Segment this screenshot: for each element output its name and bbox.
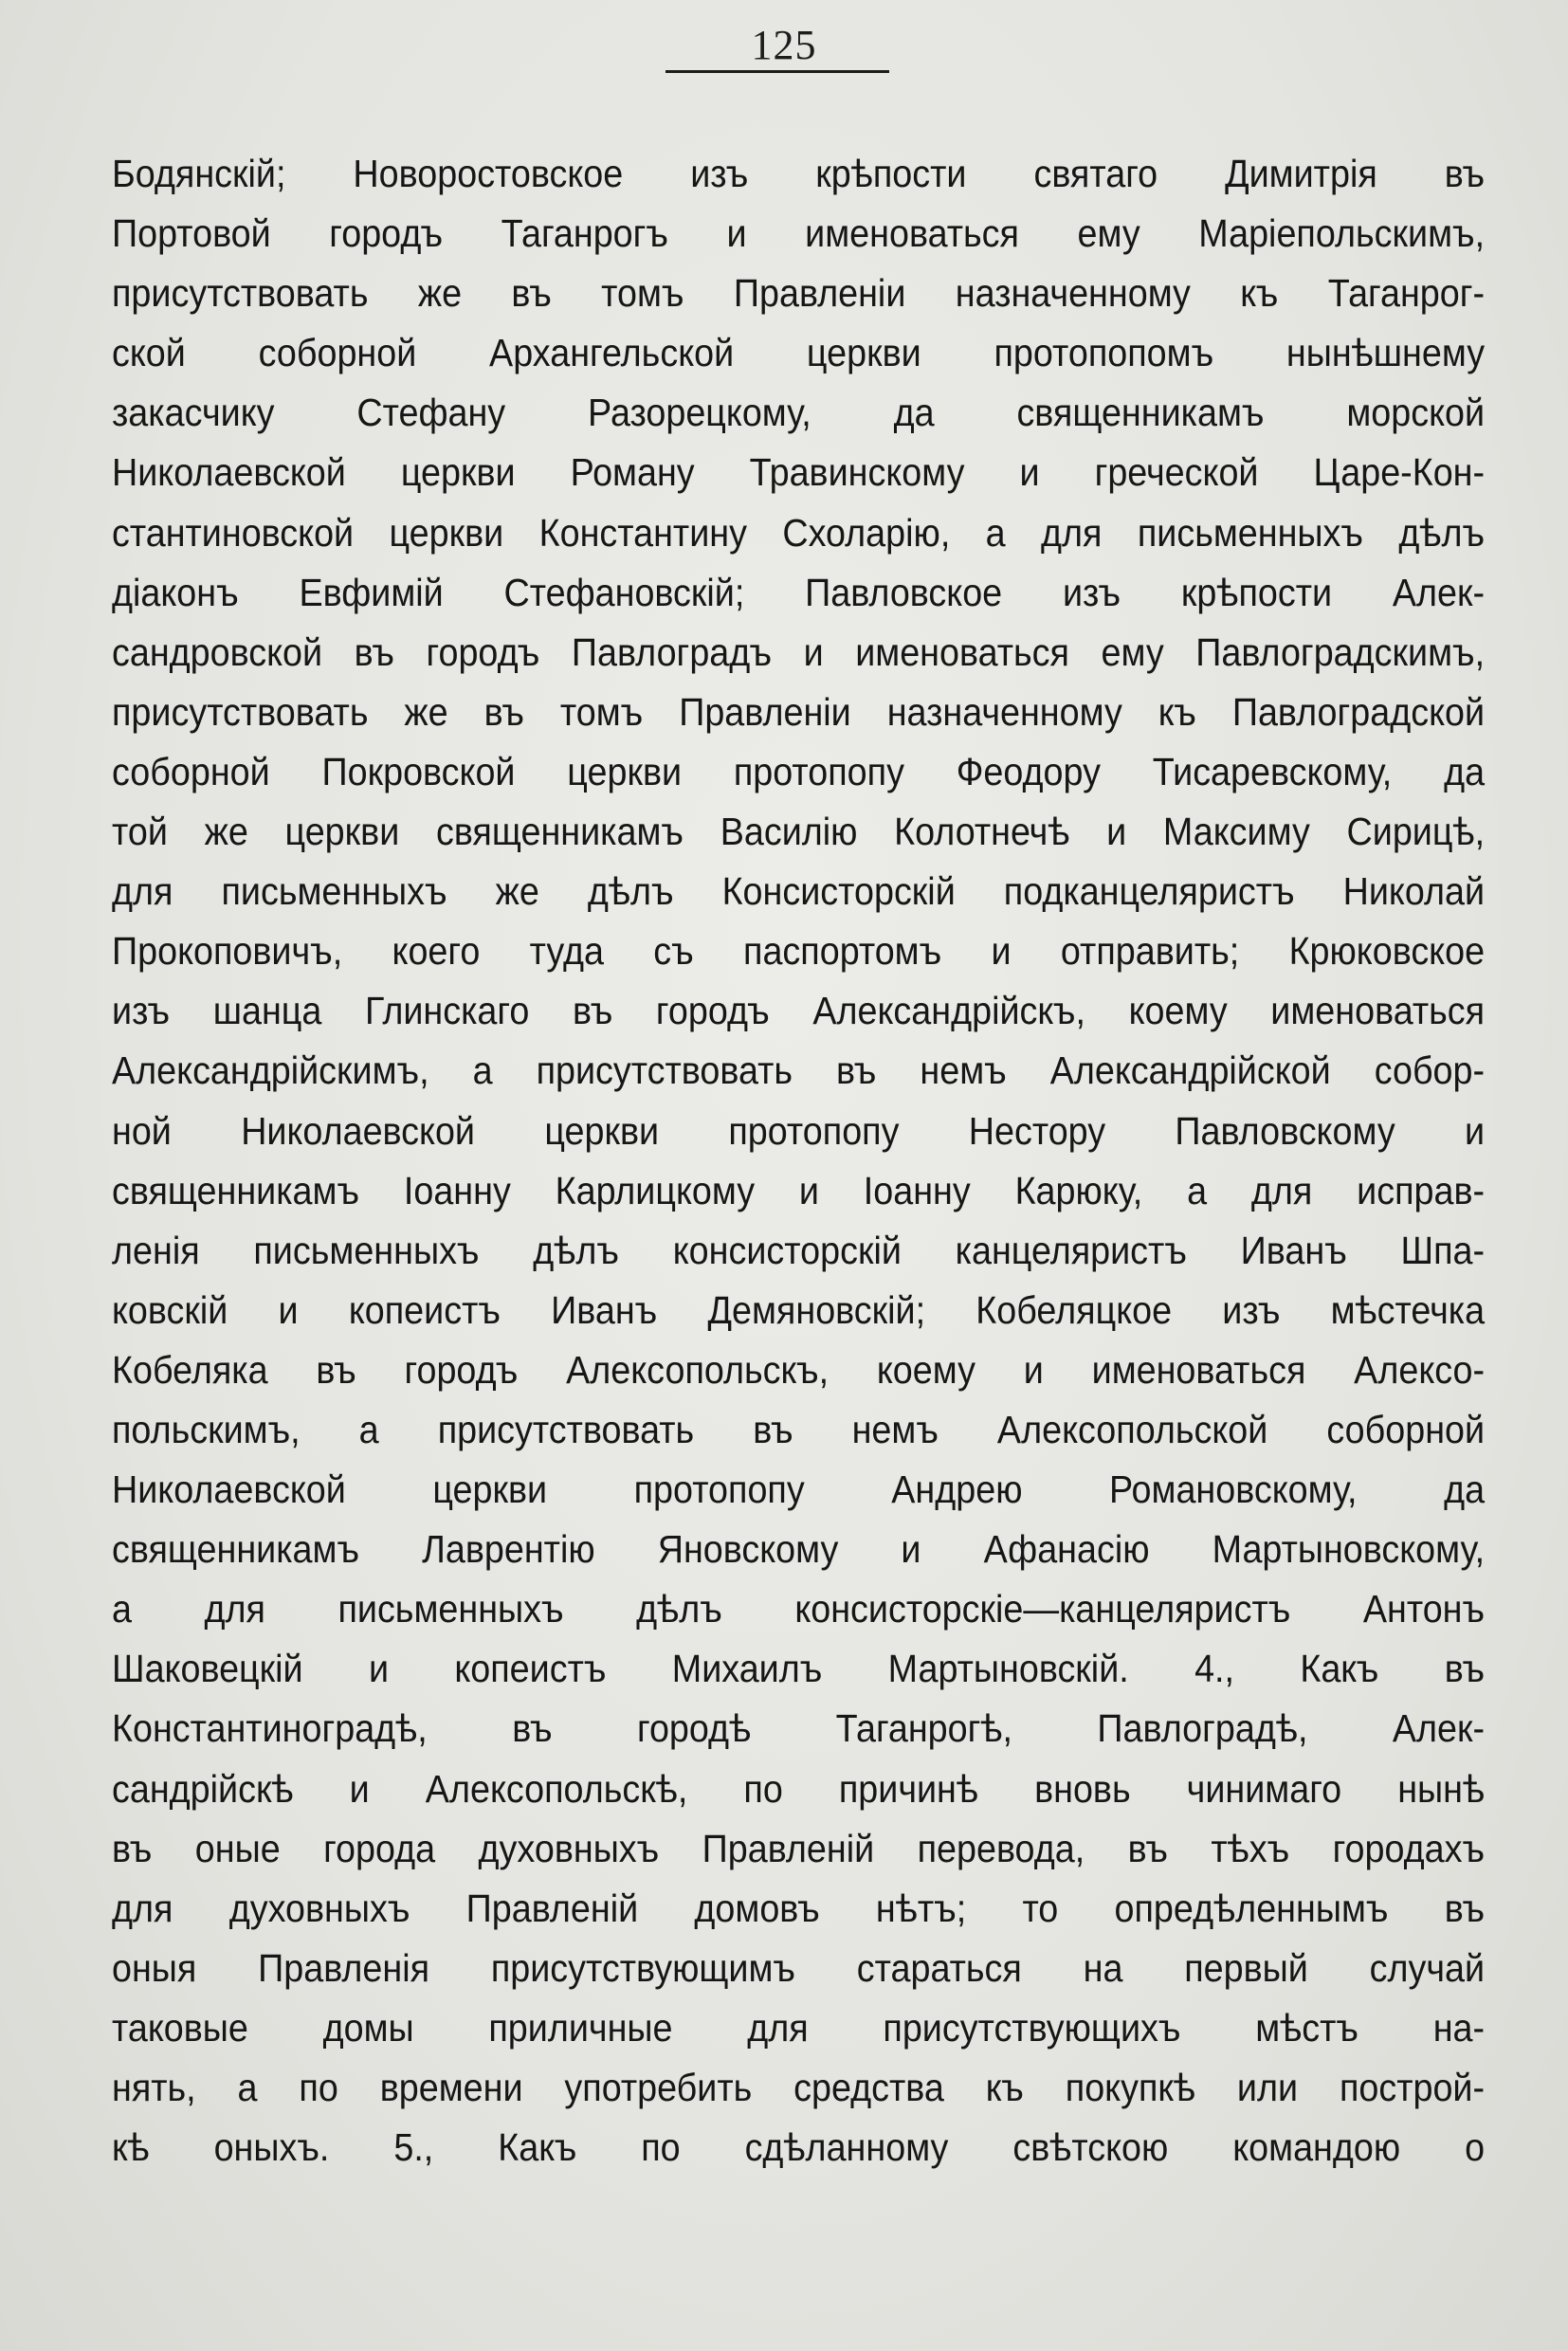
body-text xyxy=(112,144,1485,2178)
page-number: 125 xyxy=(751,22,817,68)
text-line: для духовныхъ Правленій домовъ нѣтъ; то опредѣленнымъ въ xyxy=(112,1886,1486,1930)
text-line: изъ шанца Глинскаго въ городъ Александрійскъ, коему именоваться xyxy=(112,989,1486,1033)
text-line: стантиновской церкви Константину Схоларію, а для письменныхъ дѣлъ xyxy=(112,510,1486,555)
text-line: таковые домы приличные для присутствующихъ мѣстъ на- xyxy=(112,2005,1486,2050)
text-line: соборной Покровской церкви протопопу Феодору Тисаревскому, да xyxy=(112,749,1486,793)
text-line: Александрійскимъ, а присутствовать въ немъ Александрійской собор- xyxy=(112,1048,1486,1093)
text-line: закасчику Стефану Разорецкому, да священникамъ морской xyxy=(112,391,1486,435)
text-line: Кобеляка въ городъ Алексопольскъ, коему и именоваться Алексо- xyxy=(112,1347,1486,1392)
text-line: сандрійскѣ и Алексопольскѣ, по причинѣ вновь чинимаго нынѣ xyxy=(112,1766,1486,1811)
text-line: нять, а по времени употребить средства къ покупкѣ или построй- xyxy=(112,2066,1486,2109)
text-line: Прокоповичъ, коего туда съ паспортомъ и отправить; Крюковское xyxy=(112,929,1486,974)
text-line: кѣ оныхъ. 5., Какъ по сдѣланному свѣтскою командою о xyxy=(112,2125,1486,2170)
text-line: священникамъ Іоанну Карлицкому и Іоанну Карюку, а для исправ- xyxy=(112,1168,1486,1212)
text-line: сандровской въ городъ Павлоградъ и именоваться ему Павлоградскимъ, xyxy=(112,629,1486,674)
text-line: Константиноградѣ, въ городѣ Таганрогѣ, Павлоградѣ, Алек- xyxy=(112,1706,1486,1751)
text-line: въ оные города духовныхъ Правленій перевода, въ тѣхъ городахъ xyxy=(112,1826,1486,1870)
text-line: ковскій и копеистъ Иванъ Демяновскій; Кобеляцкое изъ мѣстечка xyxy=(112,1287,1486,1332)
text-line: ской соборной Архангельской церкви протопопомъ нынѣшнему xyxy=(112,331,1486,375)
text-line: Николаевской церкви протопопу Андрею Романовскому, да xyxy=(112,1467,1486,1512)
text-line: присутствовать же въ томъ Правленіи назначенному къ Таганрог- xyxy=(112,271,1486,316)
text-line: оныя Правленія присутствующимъ стараться на первый случай xyxy=(112,1945,1486,1990)
text-line: а для письменныхъ дѣлъ консисторскіе—канцеляристъ Антонъ xyxy=(112,1587,1486,1631)
text-line: польскимъ, а присутствовать въ немъ Алексопольской соборной xyxy=(112,1407,1486,1451)
text-line: священникамъ Лаврентію Яновскому и Афанасію Мартыновскому, xyxy=(112,1527,1486,1572)
text-line: Бодянскій; Новоростовское изъ крѣпости святаго Димитрія въ xyxy=(112,152,1486,195)
text-line: Портовой городъ Таганрогъ и именоваться ему Маріепольскимъ, xyxy=(112,211,1486,256)
text-line: ной Николаевской церкви протопопу Нестору Павловскому и xyxy=(112,1108,1486,1153)
page-number-rule xyxy=(665,70,889,73)
text-line: ленія письменныхъ дѣлъ консисторскій канцеляристъ Иванъ Шпа- xyxy=(112,1228,1486,1272)
text-line: діаконъ Евфимій Стефановскій; Павловское изъ крѣпости Алек- xyxy=(112,570,1486,614)
text-line: для письменныхъ же дѣлъ Консисторскій подканцеляристъ Николай xyxy=(112,869,1486,914)
text-line: Николаевской церкви Роману Травинскому и греческой Царе-Кон- xyxy=(112,450,1486,495)
text-line: присутствовать же въ томъ Правленіи назначенному къ Павлоградской xyxy=(112,689,1486,734)
text-line: той же церкви священникамъ Василію Колотнечѣ и Максиму Сирицѣ, xyxy=(112,810,1486,854)
text-line: Шаковецкій и копеистъ Михаилъ Мартыновскій. 4., Какъ въ xyxy=(112,1647,1486,1691)
